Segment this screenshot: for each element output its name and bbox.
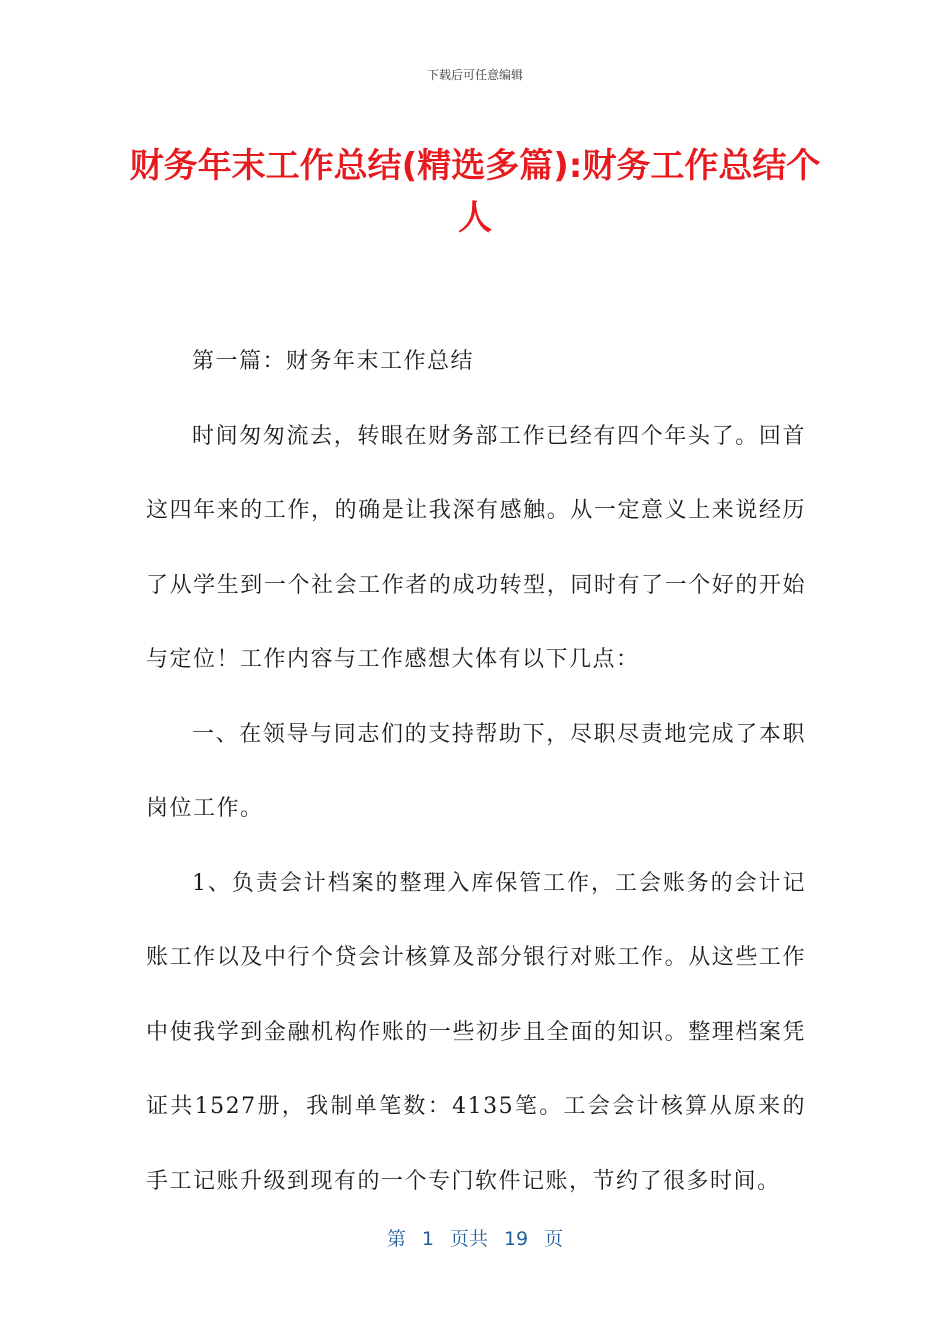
header-note: 下载后可任意编辑 — [426, 68, 523, 82]
page-suffix: 页 — [544, 1228, 564, 1250]
page-mid: 页共 — [449, 1228, 488, 1250]
current-page-number: 1 — [421, 1228, 434, 1250]
paragraph: 时间匆匆流去，转眼在财务部工作已经有四个年头了。回首这四年来的工作，的确是让我深有感触。从一定意义上来说经历了从学生到一个社会工作者的成功转型，同时有了一个好的开始与定位！工作内容与工作感想大体有以下几点： — [146, 423, 806, 672]
document-body — [146, 325, 806, 1219]
section-heading: 第一篇：财务年末工作总结 — [192, 349, 475, 374]
document-title: 财务年末工作总结(精选多篇):财务工作总结个人 — [129, 146, 821, 238]
total-pages-number: 19 — [503, 1228, 529, 1250]
page-footer — [0, 1224, 950, 1251]
paragraph: 1、负责会计档案的整理入库保管工作，工会账务的会计记账工作以及中行个贷会计核算及部分银行对账工作。从这些工作中使我学到金融机构作账的一些初步且全面的知识。整理档案凭证共1527册，我制单笔数：4135笔。工会会计核算从原来的手工记账升级到现有的一个专门软件记账，节约了很多时间。 — [146, 870, 806, 1194]
paragraph: 一、在领导与同志们的支持帮助下，尽职尽责地完成了本职岗位工作。 — [146, 721, 806, 821]
page-prefix: 第 — [386, 1228, 406, 1250]
